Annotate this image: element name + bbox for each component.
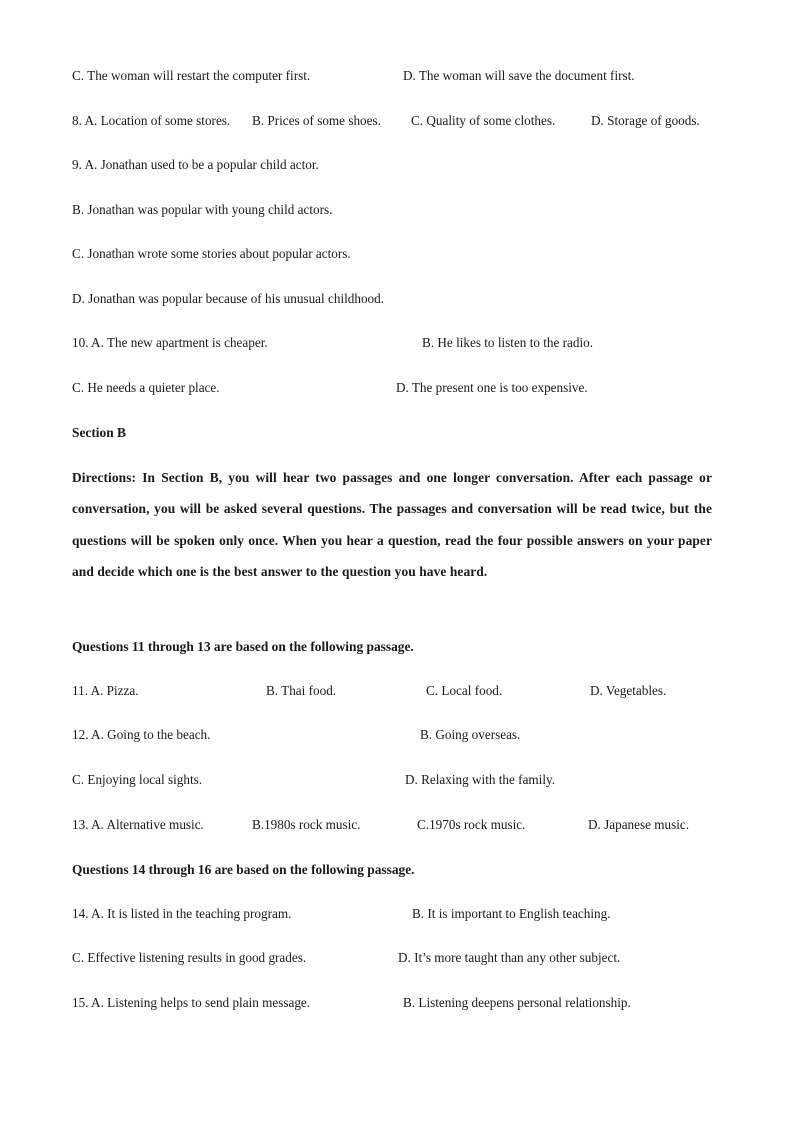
passage-1-header: Questions 11 through 13 are based on the following passage. [72, 639, 414, 654]
q7-option-d: D. The woman will save the document first. [403, 68, 635, 83]
q12-option-c: C. Enjoying local sights. [72, 772, 203, 787]
q11-option-d: D. Vegetables. [590, 683, 667, 698]
section-b-directions: Directions: In Section B, you will hear two passages and one longer conversation. After each passage or conversation, you will be asked several questions. The passages and conversation will be read twice, but the questions will be spoken only once. When you hear a question, read the four possible answers on your paper and decide which one is the best answer to the question you have heard. [72, 470, 712, 579]
q12-option-d: D. Relaxing with the family. [405, 772, 556, 787]
q9-option-d: D. Jonathan was popular because of his unusual childhood. [72, 291, 385, 306]
passage-2-header: Questions 14 through 16 are based on the following passage. [72, 862, 415, 877]
q11-option-b: B. Thai food. [266, 683, 337, 698]
q12-option-a: 12. A. Going to the beach. [72, 727, 211, 742]
q14-option-b: B. It is important to English teaching. [412, 906, 611, 921]
q14-option-c: C. Effective listening results in good grades. [72, 950, 307, 965]
q9-option-a: 9. A. Jonathan used to be a popular child actor. [72, 157, 319, 172]
q10-option-b: B. He likes to listen to the radio. [422, 335, 594, 350]
q9-option-b: B. Jonathan was popular with young child actors. [72, 202, 333, 217]
q10-option-c: C. He needs a quieter place. [72, 380, 220, 395]
q13-option-a: 13. A. Alternative music. [72, 817, 204, 832]
q15-option-a: 15. A. Listening helps to send plain message. [72, 995, 311, 1010]
q7-option-c: C. The woman will restart the computer first. [72, 68, 311, 83]
q10-option-d: D. The present one is too expensive. [396, 380, 588, 395]
q8-option-d: D. Storage of goods. [591, 113, 700, 128]
q10-option-a: 10. A. The new apartment is cheaper. [72, 335, 268, 350]
q15-option-b: B. Listening deepens personal relationship. [403, 995, 631, 1010]
q13-option-c: C.1970s rock music. [417, 817, 526, 832]
q12-option-b: B. Going overseas. [420, 727, 521, 742]
q8-option-b: B. Prices of some shoes. [252, 113, 381, 128]
q9-option-c: C. Jonathan wrote some stories about popular actors. [72, 246, 351, 261]
q14-option-a: 14. A. It is listed in the teaching program. [72, 906, 292, 921]
q14-option-d: D. It’s more taught than any other subject. [398, 950, 621, 965]
q8-option-c: C. Quality of some clothes. [411, 113, 556, 128]
q8-option-a: 8. A. Location of some stores. [72, 113, 231, 128]
q11-option-a: 11. A. Pizza. [72, 683, 139, 698]
section-b-title: Section B [72, 425, 126, 440]
q13-option-d: D. Japanese music. [588, 817, 690, 832]
q13-option-b: B.1980s rock music. [252, 817, 361, 832]
q11-option-c: C. Local food. [426, 683, 503, 698]
